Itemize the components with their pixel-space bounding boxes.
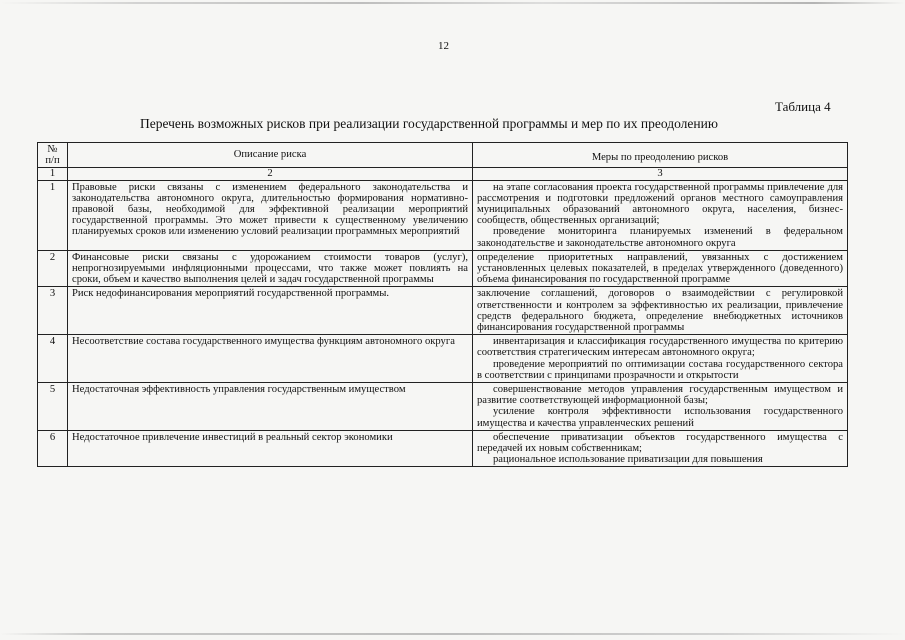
page-number: 12	[438, 40, 449, 52]
row-number: 5	[38, 383, 68, 431]
column-number-1: 1	[38, 168, 68, 180]
risk-measures	[473, 180, 848, 250]
header-number-line1: №	[47, 144, 58, 155]
risk-description: Недостаточная эффективность управления государственным имуществом	[68, 383, 473, 431]
row-number: 4	[38, 335, 68, 383]
risk-measures	[473, 335, 848, 383]
column-number-3: 3	[473, 168, 848, 180]
risk-description: Несоответствие состава государственного имущества функциям автономного округа	[68, 335, 473, 383]
header-measures: Меры по преодолению рисков	[473, 143, 848, 168]
risk-measures	[473, 250, 848, 287]
measure-item: заключение соглашений, договоров о взаимодействии с регулировкой ответственности и контролем за эффективностью их реализации, привлечение средств федерального бюджета, определение внебюджетных источников финансирования государственной программы	[477, 288, 843, 334]
risk-measures	[473, 383, 848, 431]
column-numbers-row	[38, 168, 848, 180]
row-number: 2	[38, 250, 68, 287]
measure-item: совершенствование методов управления государственным имуществом и развитие соответствующей информационной базы;	[477, 384, 843, 407]
measure-item: рациональное использование приватизации для повышения	[493, 454, 763, 466]
risk-description: Недостаточное привлечение инвестиций в реальный сектор экономики	[68, 430, 473, 467]
measure-item: определение приоритетных направлений, увязанных с достижением установленных целевых показателей, в пределах утвержденного (доведенного) объема финансирования по государственной программе	[477, 251, 843, 286]
header-number	[38, 143, 68, 168]
measure-item: усиление контроля эффективности использования государственного имущества и качества управленческих решений	[477, 406, 843, 429]
table-row	[38, 430, 848, 467]
table-row	[38, 180, 848, 250]
table-row	[38, 287, 848, 335]
risk-measures	[473, 287, 848, 335]
table-label: Таблица 4	[775, 99, 831, 114]
column-number-2: 2	[68, 168, 473, 180]
table-title: Перечень возможных рисков при реализации государственной программы и мер по их преодолению	[140, 116, 718, 131]
measure-item: на этапе согласования проекта государственной программы привлечение для рассмотрения и подготовки предложений органов местного самоуправления муниципальных образований автономного округа, населения, бизнес-сообществ, общественных организаций;	[477, 181, 843, 227]
header-description: Описание риска	[68, 143, 473, 168]
measure-item: проведение мероприятий по оптимизации состава государственного сектора в соответствии с принципами прозрачности и открытости	[477, 358, 843, 381]
scan-edge-top	[0, 2, 905, 4]
measure-item: инвентаризация и классификация государственного имущества по критерию соответствия стратегическим интересам автономного округа;	[477, 336, 843, 359]
scan-edge-bottom	[0, 633, 905, 635]
measure-item: проведение мониторинга планируемых изменений в федеральном законодательстве и законодательстве автономного округа	[477, 226, 843, 249]
table-row	[38, 250, 848, 287]
risk-description: Риск недофинансирования мероприятий государственной программы.	[68, 287, 473, 335]
table-row	[38, 335, 848, 383]
header-number-line2: п/п	[45, 155, 60, 167]
header-row	[38, 143, 848, 168]
risk-description: Правовые риски связаны с изменением федерального законодательства и законодательства автономного округа, длительностью формирования нормативно-правовой базы, необходимой для эффективной реализации мероприятий государственной программы. Это может привести к существенному увеличению планируемых сроков или изменению условий реализации программных мероприятий	[68, 180, 473, 250]
risk-description: Финансовые риски связаны с удорожанием стоимости товаров (услуг), непрогнозируемыми инфляционными процессами, что также может повлиять на сроки, объем и качество выполнения целей и задач государственной программы	[68, 250, 473, 287]
table-row	[38, 383, 848, 431]
measure-item: обеспечение приватизации объектов государственного имущества с передачей их новым собственникам;	[477, 431, 843, 455]
risks-table	[37, 142, 848, 467]
risk-measures	[473, 430, 848, 467]
row-number: 1	[38, 180, 68, 250]
row-number: 6	[38, 430, 68, 467]
row-number: 3	[38, 287, 68, 335]
